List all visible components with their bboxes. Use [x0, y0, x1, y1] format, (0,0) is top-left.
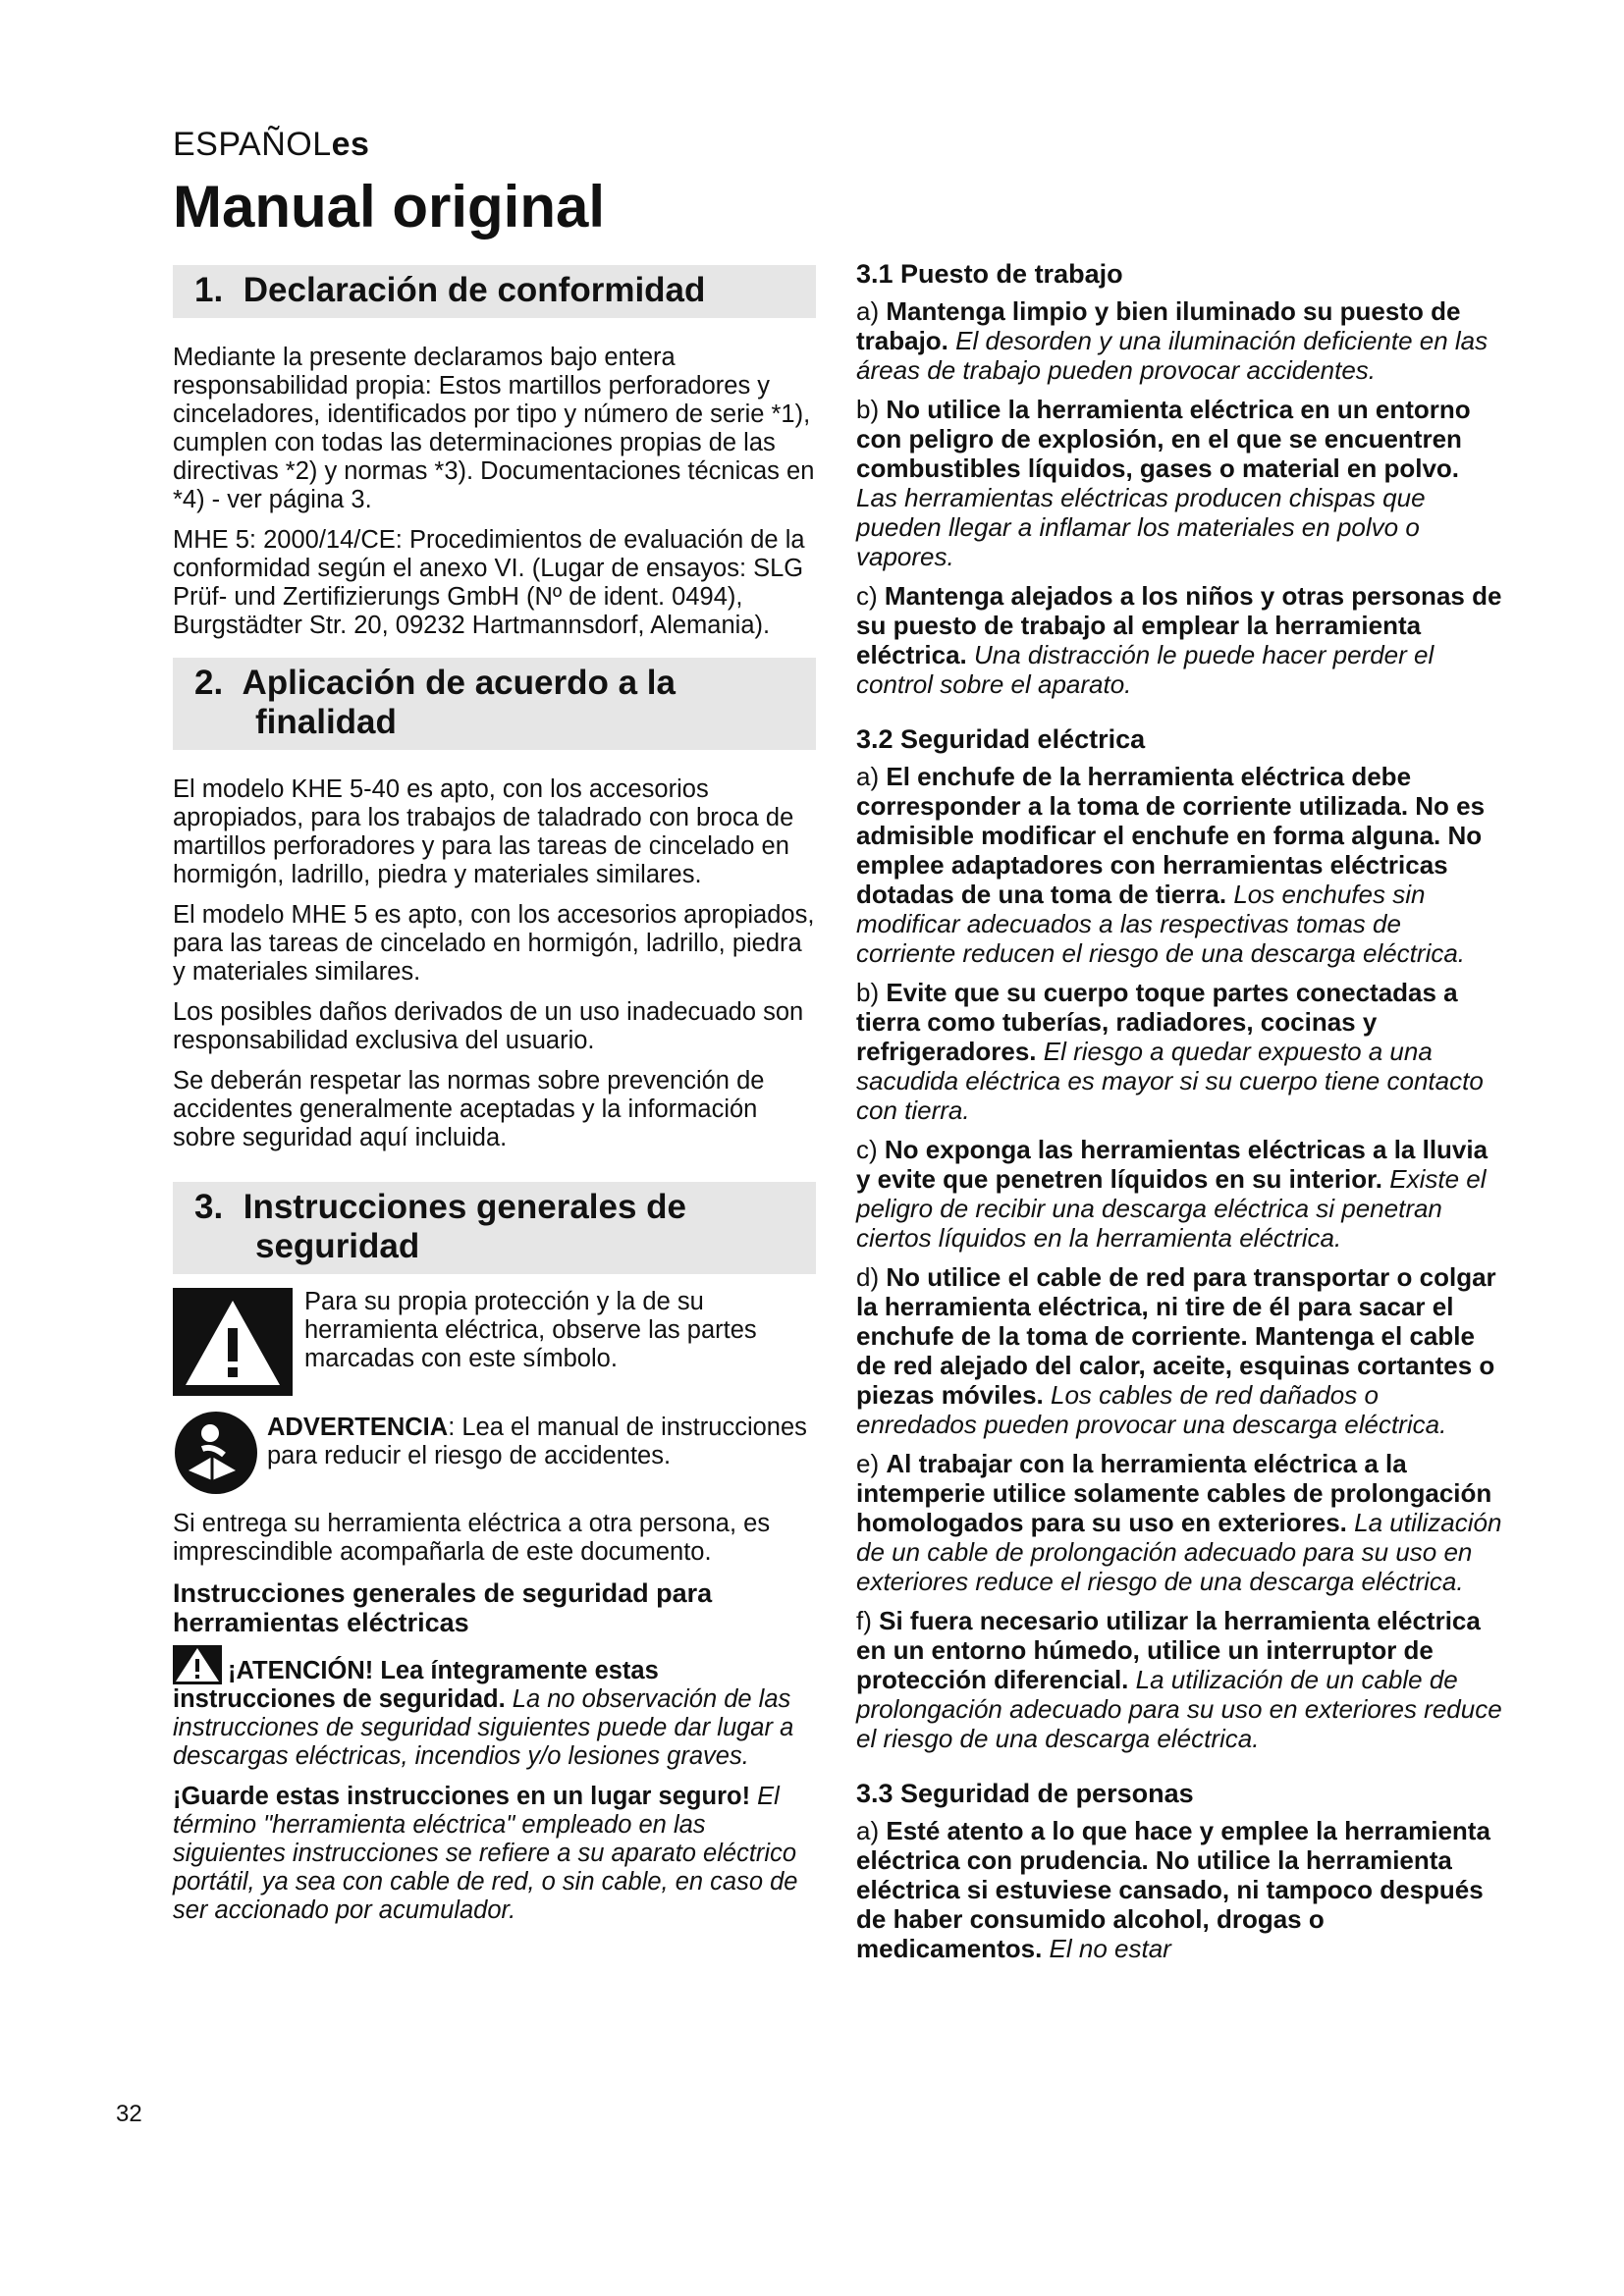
right-column	[856, 259, 1504, 1973]
atencion-paragraph: ¡ATENCIÓN! Lea íntegramente estas instrucciones de seguridad. La no observación de las instrucciones de seguridad siguientes puede dar lugar a descargas eléctricas, incendios y/o lesiones graves.	[173, 1645, 816, 1771]
language-label: ESPAÑOLes	[173, 126, 370, 163]
paragraph: Los posibles daños derivados de un uso inadecuado son responsabilidad exclusiva del usuario.	[173, 998, 804, 1054]
subsection-heading: 3.2 Seguridad eléctrica	[856, 724, 1146, 754]
guarde-paragraph: ¡Guarde estas instrucciones en un lugar seguro! El término "herramienta eléctrica" empleado en las siguientes instrucciones se refiere a su aparato eléctrico portátil, ya sea con cable de red, o sin cable, en caso de ser accionado por acumulador.	[173, 1783, 798, 1924]
read-manual-icon	[173, 1410, 259, 1496]
list-item: b) No utilice la herramienta eléctrica en un entorno con peligro de explosión, en el que se encuentren combustibles líquidos, gases o material en polvo. Las herramientas eléctricas producen chispas que pueden llegar a inflamar los materiales en polvo o vapores.	[856, 395, 1471, 571]
section-heading-2: 2. Aplicación de acuerdo a la finalidad	[173, 658, 816, 750]
list-item: e) Al trabajar con la herramienta eléctrica a la intemperie utilice solamente cables de prolongación homologados para su uso en exteriores. La utilización de un cable de prolongación adecuado para su uso en exteriores reduce el riesgo de una descarga eléctrica.	[856, 1449, 1502, 1596]
paragraph: MHE 5: 2000/14/CE: Procedimientos de evaluación de la conformidad según el anexo VI. (Lugar de ensayos: SLG Prüf- und Zertifizierungs GmbH (Nº de ident. 0494), Burgstädter Str. 20, 09232 Hartmannsdorf, Alemania).	[173, 526, 805, 639]
paragraph: El modelo MHE 5 es apto, con los accesorios apropiados, para las tareas de cincelado en hormigón, ladrillo, piedra y materiales similares.	[173, 901, 815, 986]
warning-triangle-icon	[173, 1645, 222, 1684]
advertencia-note: ADVERTENCIA: Lea el manual de instrucciones para reducir el riesgo de accidentes.	[173, 1410, 816, 1496]
paragraph: Mediante la presente declaramos bajo entera responsabilidad propia: Estos martillos perforadores y cinceladores, identificados por tipo y número de serie *1), cumplen con todas las determinaciones propias de las directivas *2) y normas *3). Documentaciones técnicas en *4) - ver página 3.	[173, 344, 815, 513]
paragraph: El modelo KHE 5-40 es apto, con los accesorios apropiados, para los trabajos de taladrado con broca de martillos perforadores y para las tareas de cincelado en hormigón, ladrillo, piedra y materiales similares.	[173, 775, 794, 888]
subsection-heading: 3.1 Puesto de trabajo	[856, 259, 1123, 289]
left-column	[173, 265, 816, 1937]
list-item: a) El enchufe de la herramienta eléctrica debe corresponder a la toma de corriente utilizada. No es admisible modificar el enchufe en forma alguna. No emplee adaptadores con herramientas eléctricas dotadas de una toma de tierra. Los enchufes sin modificar adecuados a las respectivas tomas de corriente reducen el riesgo de una descarga eléctrica.	[856, 762, 1486, 968]
list-item: a) Mantenga limpio y bien iluminado su puesto de trabajo. El desorden y una iluminación deficiente en las áreas de trabajo pueden provocar accidentes.	[856, 296, 1489, 385]
paragraph: Se deberán respetar las normas sobre prevención de accidentes generalmente aceptadas y la información sobre seguridad aquí incluida.	[173, 1067, 765, 1151]
warning-triangle-icon	[173, 1288, 293, 1396]
paragraph: Si entrega su herramienta eléctrica a otra persona, es imprescindible acompañarla de este documento.	[173, 1510, 771, 1566]
list-item: f) Si fuera necesario utilizar la herramienta eléctrica en un entorno húmedo, utilice un interruptor de protección diferencial. La utilización de un cable de prolongación adecuado para su uso en exteriores reduce el riesgo de una descarga eléctrica.	[856, 1606, 1502, 1753]
section-heading-3: 3. Instrucciones generales de seguridad	[173, 1182, 816, 1274]
list-item: c) Mantenga alejados a los niños y otras personas de su puesto de trabajo al emplear la herramienta eléctrica. Una distracción le puede hacer perder el control sobre el aparato.	[856, 581, 1502, 699]
page-title: Manual original	[173, 174, 606, 240]
subheading: Instrucciones generales de seguridad para herramientas eléctricas	[173, 1578, 713, 1637]
list-item: d) No utilice el cable de red para transportar o colgar la herramienta eléctrica, ni tire de él para sacar el enchufe de la toma de corriente. Mantenga el cable de red alejado del calor, aceite, esquinas cortantes o piezas móviles. Los cables de red dañados o enredados pueden provocar una descarga eléctrica.	[856, 1262, 1496, 1439]
section-heading-1: 1. Declaración de conformidad	[173, 265, 816, 318]
list-item: b) Evite que su cuerpo toque partes conectadas a tierra como tuberías, radiadores, cocinas y refrigeradores. El riesgo a quedar expuesto a una sacudida eléctrica es mayor si su cuerpo tiene contacto con tierra.	[856, 978, 1484, 1125]
warning-symbol-note: Para su propia protección y la de su herramienta eléctrica, observe las partes marcadas con este símbolo.	[173, 1288, 816, 1396]
list-item: a) Esté atento a lo que hace y emplee la herramienta eléctrica con prudencia. No utilice la herramienta eléctrica si estuviese cansado, ni tampoco después de haber consumido alcohol, drogas o medicamentos. El no estar	[856, 1816, 1490, 1963]
list-item: c) No exponga las herramientas eléctricas a la lluvia y evite que penetren líquidos en su interior. Existe el peligro de recibir una descarga eléctrica si penetran ciertos líquidos en la herramienta eléctrica.	[856, 1135, 1489, 1253]
page-number: 32	[116, 2101, 142, 2127]
subsection-heading: 3.3 Seguridad de personas	[856, 1779, 1194, 1808]
